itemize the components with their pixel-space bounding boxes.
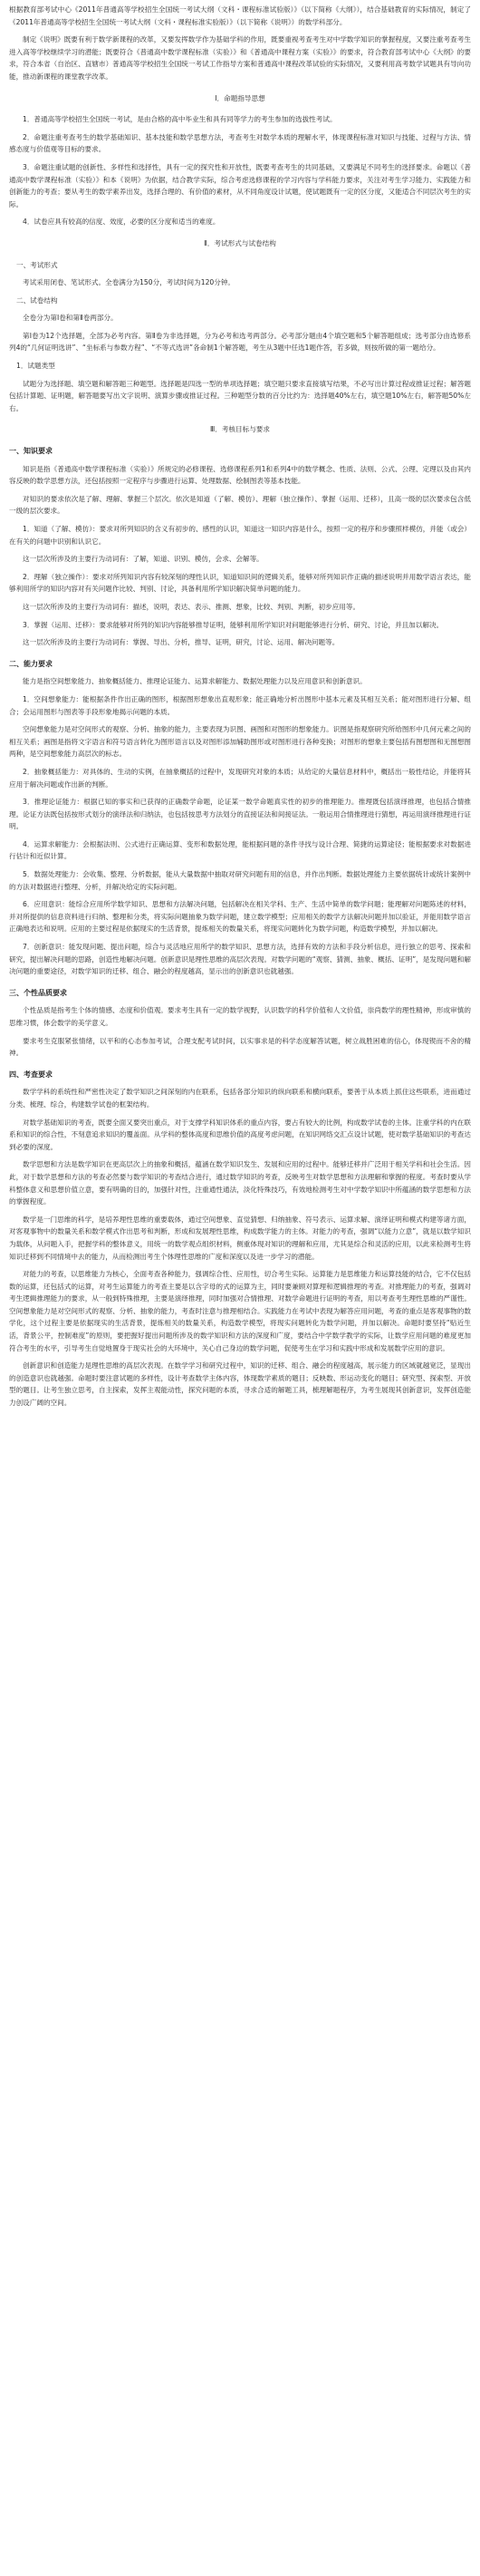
personal-quality-paragraph-1: 个性品质是指考生个体的情感、态度和价值观。要求考生具有一定的数学视野，认识数学的科学价值和人文价值，崇尚数学的理性精神，形成审慎的思维习惯，体会数学的美学意义。	[9, 1006, 471, 1027]
ability-paragraph-7: 5．数据处理能力：会收集、整理、分析数据，能从大量数据中抽取对研究问题有用的信息，并作出判断。数据处理能力主要依据统计或统计案例中的方法对数据进行整理、分析，并解决给定的实际问题。	[9, 870, 471, 891]
paper-structure-heading: 二、试卷结构	[16, 295, 58, 305]
section-3-title: Ⅲ．考核目标与要求	[210, 425, 270, 434]
intro-paragraph-1: 根据教育部考试中心《2011年普通高等学校招生全国统一考试大纲（文科・课程标准试验版）》（以下简称《大纲》），结合基础教育的实际情况，制定了《2011年普通高等学校招生全国统一考试大纲（文科・课程标准实验版）》（以下简称《说明》）的数学科部分。	[9, 5, 471, 26]
question-type-heading: 1．试题类型	[16, 362, 55, 371]
knowledge-paragraph-4: 这一层次所涉及的主要行为动词有：了解，知道、识别、模仿，会求、会解等。	[23, 555, 264, 564]
exam-requirement-paragraph-6: 创新意识和创造能力是理性思维的高层次表现。在数学学习和研究过程中，知识的迁移、组合、融会的程度越高，展示能力的区域就越宽泛，显现出的创造意识也就越强。命题时要注意试题的多样性，设计考查数学主体内容，体现数学素质的题目；反映数、形运动变化的题目；研究型、探索型、开放型的题目。让考生独立思考，自主探索，发挥主观能动性，探究问题的本质，寻求合适的解题工具，梳理解题程序，为考生展现其创新意识，发挥创造能力创设广阔的空间。	[9, 1361, 471, 1408]
knowledge-paragraph-8: 这一层次所涉及的主要行为动词有：掌握、导出、分析，推导、证明，研究，讨论、运用、解决问题等。	[23, 638, 340, 647]
ability-paragraph-6: 4．运算求解能力：会根据法则、公式进行正确运算、变形和数据处理，能根据问题的条件寻找与设计合理、简捷的运算途径；能根据要求对数据进行估计和近似计算。	[9, 839, 471, 861]
exam-requirement-paragraph-1: 数学学科的系统性和严密性决定了数学知识之间深刻的内在联系，包括各部分知识的纵向联系和横向联系，要善于从本质上抓住这些联系，进而通过分类、梳理、综合，构建数学试卷的框架结构。	[9, 1088, 471, 1109]
ability-paragraph-1: 能力是指空间想象能力、抽象概括能力、推理论证能力、运算求解能力、数据处理能力以及应用意识和创新意识。	[23, 677, 367, 686]
knowledge-paragraph-1: 知识是指《普通高中数学课程标准（实验）》所规定的必修课程、选修课程系列1和系列4中的数学概念、性质、法则、公式、公理、定理以及由其内容反映的数学思想方法，还包括按照一定程序与步骤进行运算、处理数据、绘制图表等基本技能。	[9, 464, 471, 486]
personal-quality-paragraph-2: 要求考生克服紧张情绪，以平和的心态参加考试，合理支配考试时间，以实事求是的科学态度解答试题，树立战胜困难的信心，体现锲而不舍的精神。	[9, 1036, 471, 1058]
knowledge-paragraph-7: 3．掌握（运用、迁移）：要求能够对所列的知识内容能够推导证明，能够利用所学知识对问题能够进行分析、研究、讨论，并且加以解决。	[23, 620, 444, 629]
knowledge-paragraph-6: 这一层次所涉及的主要行为动词有：描述，说明，表达、表示、推测、想象，比较、判别、判断，初步应用等。	[23, 602, 360, 611]
section-1-item-3: 3．命题注重试题的创新性、多样性和选择性，具有一定的探究性和开放性，既要考查考生的共同基础，又要满足不同考生的选择要求。命题以《普通高中数学课程标准（实验）》和本《说明》为依据，结合教学实际，综合考虑选修课程的学习内容与学科能力要求，关注对考生学习能力、实践能力和创新能力的考查；要从考生的数学素养出发，选择合理的、有价值的素材，从不同角度设计试题，使试题既有一定的区分度，又能适合不同层次考生的实际。	[9, 162, 471, 208]
ability-paragraph-8: 6．应用意识：能综合应用所学数学知识、思想和方法解决问题，包括解决在相关学科、生产、生活中简单的数学问题；能理解对问题陈述的材料，并对所提供的信息资料进行归纳、整理和分类，将实际问题抽象为数学问题，建立数学模型；应用相关的数学方法解决问题并加以验证，并能用数学语言正确地表达和说明。应用的主要过程是依据现实的生活背景，提炼相关的数量关系，将现实问题转化为数学问题，构造数学模型，并加以解决。	[9, 900, 471, 934]
exam-requirement-paragraph-2: 对数学基础知识的考查，既要全面又要突出重点，对于支撑学科知识体系的重点内容，要占有较大的比例，构成数学试卷的主体。注重学科的内在联系和知识的综合性，不刻意追求知识的覆盖面。从学科的整体高度和思维价值的高度考虑问题，在知识网络交汇点设计试题，使对数学基础知识的考查达到必要的深度。	[9, 1118, 471, 1151]
knowledge-paragraph-5: 2．理解（独立操作）：要求对所列知识内容有较深刻的理性认识，知道知识间的逻辑关系，能够对所列知识作正确的描述说明并用数学语言表达，能够利用所学的知识内容对有关问题作比较、判别、讨论，具备利用所学知识解决简单问题的能力。	[9, 572, 471, 594]
section-1-item-2: 2．命题注重考查考生的数学基础知识、基本技能和数学思想方法，考查考生对数学本质的理解水平，体现课程标准对知识与技能、过程与方法、情感态度与价值观等目标的要求。	[9, 132, 471, 154]
ability-paragraph-2: 1．空间想象能力：能根据条件作出正确的图形，根据图形想象出直观形象；能正确地分析出图形中基本元素及其相互关系；能对图形进行分解、组合；会运用图形与图表等手段形象地揭示问题的本质。	[9, 694, 471, 716]
knowledge-heading: 一、知识要求	[9, 447, 53, 456]
exam-form-text: 考试采用闭卷、笔试形式。全卷满分为150分，考试时间为120分钟。	[23, 278, 235, 287]
ability-paragraph-4: 2．抽象概括能力：对具体的、生动的实例，在抽象概括的过程中，发现研究对象的本质；从给定的大量信息材料中，概括出一般性结论，并能将其应用于解决问题或作出新的判断。	[9, 767, 471, 789]
section-1-title: Ⅰ．命题指导思想	[215, 93, 265, 102]
paper-structure-text-2: 第Ⅰ卷为12个选择题，全部为必考内容。第Ⅱ卷为非选择题，分为必考和选考两部分。必考部分题由4个填空题和5个解答题组成；选考部分由选修系列4的“几何证明选讲”、“坐标系与参数方程”、“不等式选讲”各命制1个解答题，考生从3题中任选1题作答，若多做，则按所做的第一题给分。	[9, 331, 471, 353]
exam-requirement-heading: 四、考查要求	[9, 1070, 53, 1079]
ability-paragraph-9: 7．创新意识：能发现问题、提出问题，综合与灵活地应用所学的数学知识、思想方法，选择有效的方法和手段分析信息，进行独立的思考、探索和研究，提出解决问题的思路，创造性地解决问题。创新意识是理性思维的高层次表现。对数学问题的“观察、猜测、抽象、概括、证明”，是发现问题和解决问题的重要途径，对数学知识的迁移、组合、融会的程度越高，显示出的创新意识也就越强。	[9, 943, 471, 976]
exam-form-heading: 一、考试形式	[16, 260, 58, 269]
knowledge-paragraph-2: 对知识的要求依次是了解、理解、掌握三个层次。依次是知道（了解、模仿）、理解（独立操作）、掌握（运用、迁移），且高一级的层次要求包含低一级的层次要求。	[9, 494, 471, 516]
section-2-title: Ⅱ．考试形式与试卷结构	[204, 238, 276, 247]
exam-requirement-paragraph-4: 数学是一门思维的科学，是培养理性思维的重要载体，通过空间想象、直觉猜想、归纳抽象、符号表示、运算求解、演绎证明和模式构建等诸方面，对客观事物中的数量关系和数学模式作出思考和判断，形成和发展理性思维，构成数学能力的主体。对能力的考查，强调“以能力立意”，就是以数学知识为载体，从问题入手，把握学科的整体意义，用统一的数学观点组织材料，侧重体现对知识的理解和应用，尤其是综合和灵活的应用，以此来检测考生将知识迁移到不同情境中去的能力，从而检测出考生个体理性思维的广度和深度以及进一步学习的潜能。	[9, 1215, 471, 1261]
section-1-item-4: 4．试卷应具有较高的信度、效度，必要的区分度和适当的难度。	[23, 218, 220, 227]
ability-paragraph-3: 空间想象能力是对空间形式的观察、分析、抽象的能力，主要表现为识图、画图和对图形的想象能力。识图是指观察研究所给图形中几何元素之间的相互关系；画图是指将文字语言和符号语言转化为图形语言以及对图形添加辅助图形或对图形进行各种变换；对图形的想象主要包括有图想图和无图想图两种，是空间想象能力高层次的标志。	[9, 725, 471, 759]
question-type-text: 试题分为选择题、填空题和解答题三种题型。选择题是四选一型的单项选择题；填空题只要求直接填写结果，不必写出计算过程或推证过程；解答题包括计算题、证明题，解答题要写出文字说明、演算步骤或推证过程。三种题型分数的百分比约为：选择题40%左右，填空题10%左右，解答题50%左右。	[9, 379, 471, 412]
personal-quality-heading: 三、个性品质要求	[9, 988, 67, 997]
exam-requirement-paragraph-5: 对能力的考查，以思维能力为核心，全面考查各种能力，强调综合性、应用性，切合考生实际。运算能力是思维能力和运算技能的结合，它不仅包括数的运算，还包括式的运算，对考生运算能力的考查主要是以含字母的式的运算为主，同时要兼顾对算理和逻辑推理的考查。对推理能力的考查，强调对考生逻辑推理能力的要求，从一般到特殊推理，主要是演绎推理，同时加强对合情推理、对数学命题进行证明的考查，用以考查考生理性思维的严谨性。空间想象能力是对空间形式的观察、分析、抽象的能力，考查时注意与推理相结合。实践能力在考试中表现为解答应用问题，考查的重点是客观事物的数学化，这个过程主要是依据现实的生活背景，提炼相关的数量关系，构造数学模型，将现实问题转化为数学问题，并加以解决。命题时要坚持“贴近生活，背景公平，控制难度”的原则，要把握好提出问题所涉及的数学知识和方法的深度和广度，要结合中学数学教学的实际，让数学应用问题的难度更加符合考生的水平，引导考生自觉地置身于现实社会的大环境中，关心自己身边的数学问题，促使考生在学习和实践中形成和发展数学应用的意识。	[9, 1270, 471, 1352]
ability-heading: 二、能力要求	[9, 659, 53, 668]
paper-structure-text-1: 全卷分为第Ⅰ卷和第Ⅱ卷两部分。	[23, 314, 118, 323]
intro-paragraph-2: 制定《说明》既要有利于数学新课程的改革，又要发挥数学作为基础学科的作用，既要重视考查考生对中学数学知识的掌握程度，又要注重考查考生进入高等学校继续学习的潜能；既要符合《普通高中数学课程标准（实验）》和《普通高中课程方案（实验）》的要求，符合教育部考试中心《大纲》的要求，符合本省（自治区、直辖市）普通高等学校招生全国统一考试工作指导方案和普通高中课程改革试验的实际情况，又要利用高考数学试题具有导向功能，推动新课程的课堂教学改革。	[9, 35, 471, 81]
exam-requirement-paragraph-3: 数学思想和方法是数学知识在更高层次上的抽象和概括，蕴涵在数学知识发生、发展和应用的过程中。能够迁移并广泛用于相关学科和社会生活。因此，对于数学思想和方法的考查必然要与数学知识的考查结合进行，通过数学知识的考查，反映考生对数学思想和方法理解和掌握的程度。考查时要从学科整体意义和思想价值立意，要有明确的目的，加强针对性，注重通性通法，淡化特殊技巧，有效地检测考生对中学数学知识中所蕴涵的数学思想和方法的掌握程度。	[9, 1160, 471, 1206]
section-1-item-1: 1．普通高等学校招生全国统一考试，是由合格的高中毕业生和具有同等学力的考生参加的选拔性考试。	[23, 115, 337, 124]
knowledge-paragraph-3: 1．知道（了解、模仿）：要求对所列知识的含义有初步的、感性的认识，知道这一知识内容是什么，按照一定的程序和步骤照样模仿，并能（或会）在有关的问题中识别和认识它。	[9, 525, 471, 546]
ability-paragraph-5: 3．推理论证能力：根据已知的事实和已获得的正确数学命题，论证某一数学命题真实性的初步的推理能力。推理既包括演绎推理，也包括合情推理。论证方法既包括按形式划分的演绎法和归纳法，也包括按思考方法划分的直接证法和间接证法。一般运用合情推理进行猜想，再运用演绎推理进行证明。	[9, 798, 471, 831]
